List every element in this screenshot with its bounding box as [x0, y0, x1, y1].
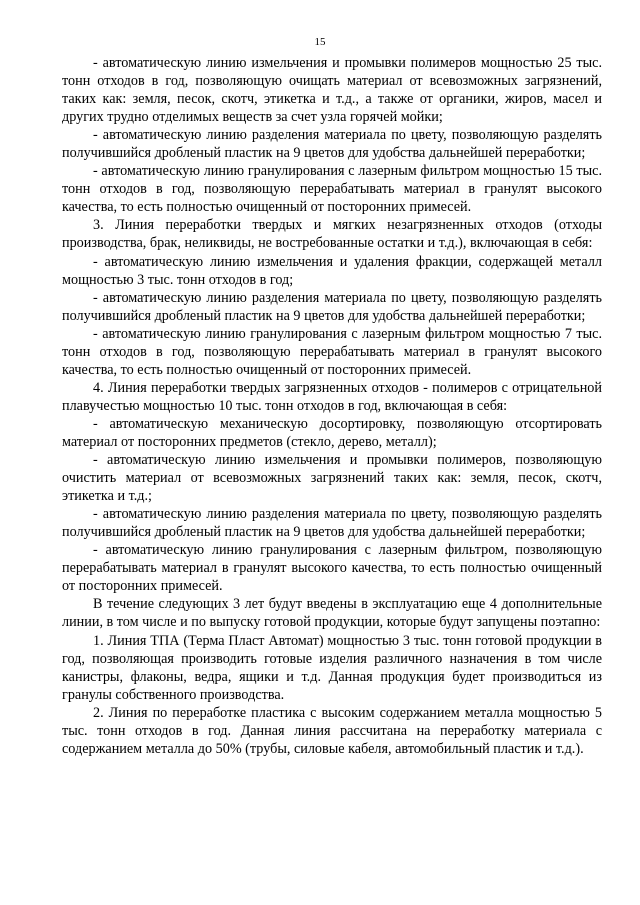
page-number: 15 — [314, 36, 326, 48]
paragraph: - автоматическую линию разделения материала по цвету, позволяющую разделять получившийся дробленый пластик на 9 цветов для удобства дальнейшей переработки; — [62, 289, 602, 324]
paragraph: - автоматическую линию разделения материала по цвету, позволяющую разделять получившийся дробленый пластик на 9 цветов для удобства дальнейшей переработки; — [62, 127, 602, 162]
paragraph: - автоматическую линию разделения материала по цвету, позволяющую разделять получившийся дробленый пластик на 9 цветов для удобства дальнейшей переработки; — [62, 506, 602, 541]
paragraph: - автоматическую линию гранулирования с лазерным фильтром, позволяющую перерабатывать материал в гранулят высокого качества, то есть полностью очищенный от посторонних примесей. — [62, 542, 602, 595]
paragraph: - автоматическую линию гранулирования с лазерным фильтром мощностью 15 тыс. тонн отходов в год, позволяющую перерабатывать материал в гранулят высокого качества, то есть полностью очищенный от посторонних примесей. — [62, 163, 602, 216]
paragraph: 3. Линия переработки твердых и мягких незагрязненных отходов (отходы производства, брак, неликвиды, не востребованные остатки и т.д.), включающая в себя: — [62, 217, 602, 252]
paragraph: - автоматическую механическую досортировку, позволяющую отсортировать материал от посторонних предметов (стекло, дерево, металл); — [62, 415, 602, 450]
paragraph: 1. Линия ТПА (Терма Пласт Автомат) мощностью 3 тыс. тонн готовой продукции в год, позволяющая производить готовые изделия различного назначения в том числе канистры, флаконы, ведра, ящики и т.д. Данная продукция будет производиться из гранулы собственного производства. — [62, 632, 602, 703]
paragraph: В течение следующих 3 лет будут введены в эксплуатацию еще 4 дополнительные линии, в том числе и по выпуску готовой продукции, которые будут запущены поэтапно: — [62, 596, 602, 631]
paragraph: - автоматическую линию измельчения и промывки полимеров мощностью 25 тыс. тонн отходов в год, позволяющую очищать материал от всевозможных загрязнений, таких как: земля, песок, скотч, этикетка и т.д., а также от органики, жиров, масел и других трудно отделимых веществ за счет узла горячей мойки; — [62, 55, 602, 126]
paragraph: - автоматическую линию гранулирования с лазерным фильтром мощностью 7 тыс. тонн отходов в год, позволяющую перерабатывать материал в гранулят высокого качества, то есть полностью очищенный от посторонних примесей. — [62, 325, 602, 378]
document-body — [62, 54, 602, 758]
paragraph: - автоматическую линию измельчения и промывки полимеров, позволяющую очистить материал от всевозможных загрязнений таких как: земля, песок, скотч, этикетка и т.д.; — [62, 452, 602, 505]
paragraph: 2. Линия по переработке пластика с высоким содержанием металла мощностью 5 тыс. тонн отходов в год. Данная линия рассчитана на переработку материала с содержанием металла до 50% (трубы, силовые кабеля, автомобильный пластик и т.д.). — [62, 704, 602, 757]
paragraph: 4. Линия переработки твердых загрязненных отходов - полимеров с отрицательной плавучестью мощностью 10 тыс. тонн отходов в год, включающая в себя: — [62, 379, 602, 414]
paragraph: - автоматическую линию измельчения и удаления фракции, содержащей металл мощностью 3 тыс. тонн отходов в год; — [62, 253, 602, 288]
